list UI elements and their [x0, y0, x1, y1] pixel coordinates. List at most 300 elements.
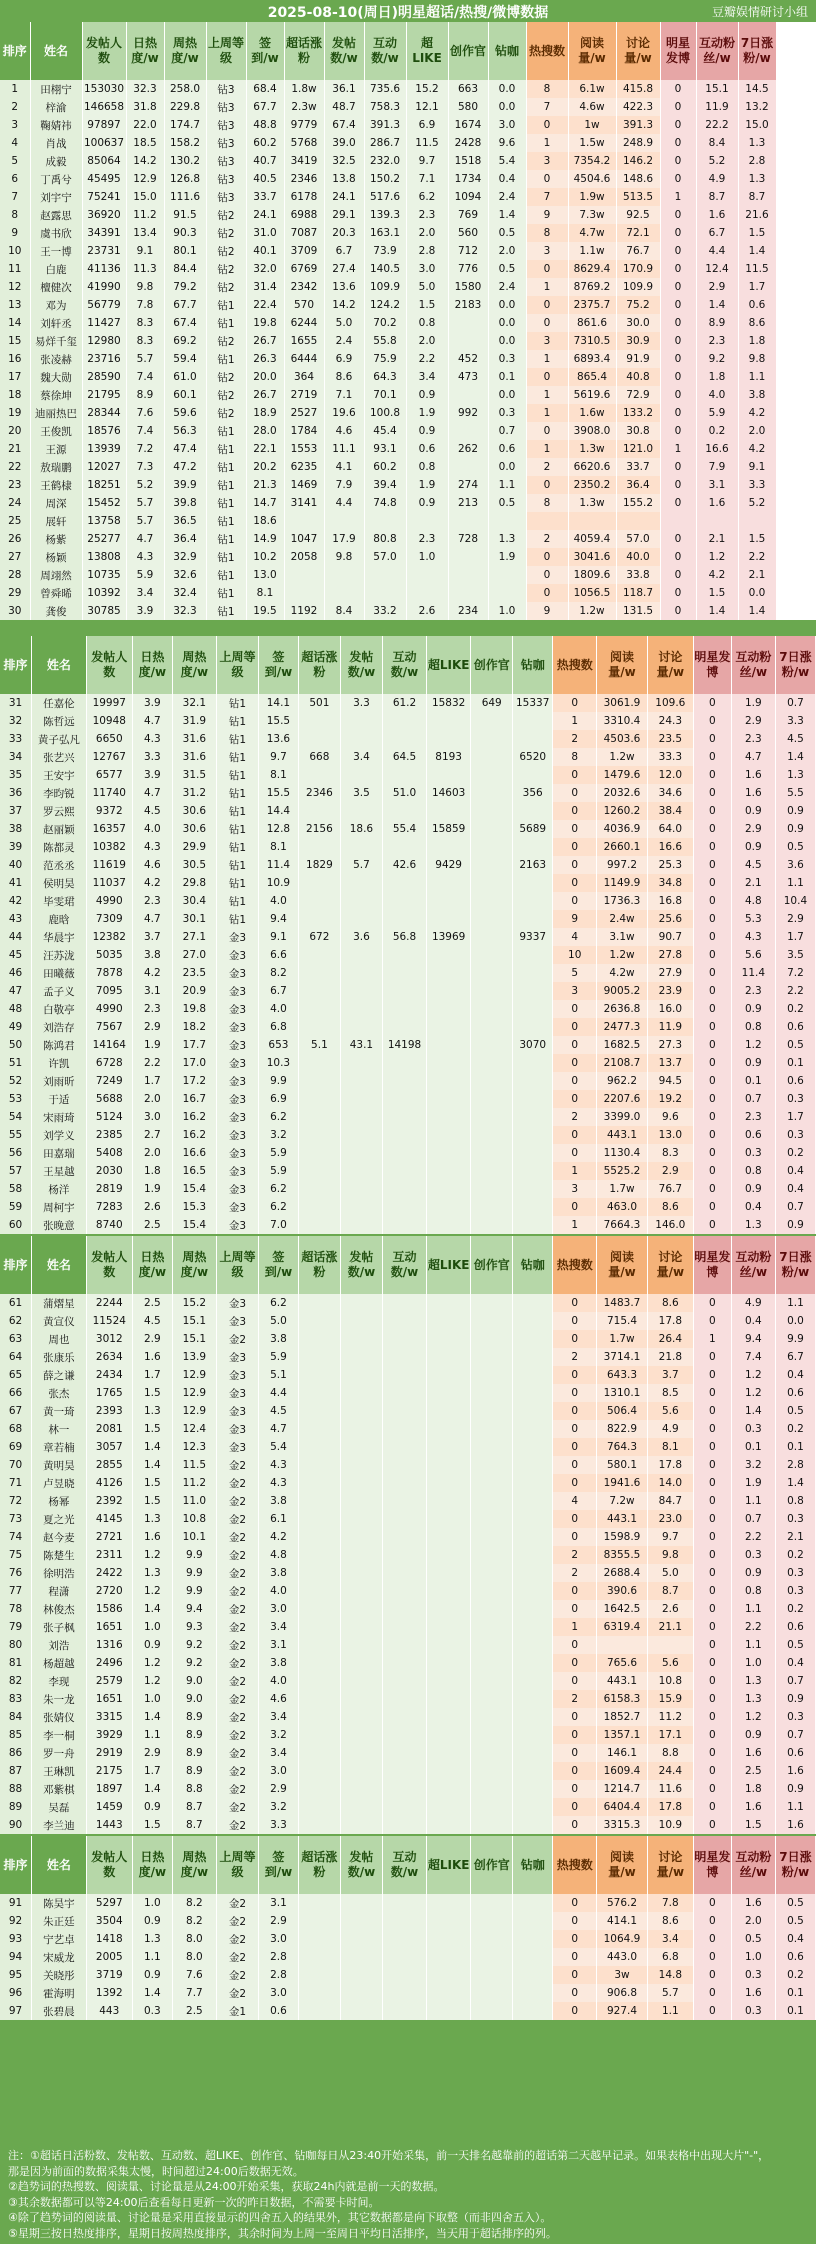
- star-name: 黄宣仪: [32, 1312, 87, 1330]
- table-cell: [471, 1126, 513, 1144]
- table-cell: 262: [448, 440, 488, 458]
- table-cell: 1765: [86, 1384, 132, 1402]
- table-cell: 21.6: [738, 206, 776, 224]
- table-cell: [406, 566, 448, 584]
- table-cell: 金3: [216, 982, 258, 1000]
- table-cell: 47.2: [164, 458, 206, 476]
- table-cell: 16.6: [696, 440, 738, 458]
- table-cell: [340, 1474, 382, 1492]
- table-cell: 1316: [86, 1636, 132, 1654]
- table-cell: 31.8: [126, 98, 164, 116]
- table-cell: 37: [0, 802, 32, 820]
- column-header: 签到/w: [258, 1836, 298, 1894]
- table-cell: 2: [526, 458, 568, 476]
- table-cell: 5.9: [258, 1144, 298, 1162]
- table-cell: 5.7: [126, 350, 164, 368]
- table-cell: [471, 784, 513, 802]
- table-cell: 13.4: [126, 224, 164, 242]
- table-cell: 0.3: [775, 1708, 815, 1726]
- table-cell: 金3: [216, 1018, 258, 1036]
- table-cell: [298, 1690, 340, 1708]
- table-cell: [427, 1330, 471, 1348]
- star-name: 易烊千玺: [30, 332, 82, 350]
- table-cell: 30.6: [172, 820, 216, 838]
- table-cell: 0: [660, 278, 696, 296]
- table-cell: [471, 1966, 513, 1984]
- table-cell: 24.4: [647, 1762, 693, 1780]
- table-cell: 0: [693, 694, 731, 712]
- table-cell: 0: [660, 206, 696, 224]
- table-cell: 1.5: [132, 1420, 172, 1438]
- table-cell: [448, 584, 488, 602]
- table-cell: [298, 802, 340, 820]
- table-cell: [776, 512, 816, 530]
- table-cell: [298, 1510, 340, 1528]
- table-cell: 1.2w: [568, 602, 616, 620]
- table-cell: 33.7: [246, 188, 284, 206]
- table-cell: 钻3: [206, 170, 246, 188]
- table-cell: [513, 1330, 553, 1348]
- table-cell: 1: [526, 134, 568, 152]
- table-cell: 4.0: [696, 386, 738, 404]
- table-cell: 153030: [82, 80, 126, 98]
- table-cell: 8.2: [172, 1912, 216, 1930]
- table-cell: 0: [693, 1018, 731, 1036]
- table-cell: [298, 1162, 340, 1180]
- column-header: 姓名: [32, 1236, 87, 1294]
- table-cell: [471, 748, 513, 766]
- table-cell: 2.6: [647, 1600, 693, 1618]
- table-cell: 1: [553, 1618, 597, 1636]
- table-cell: [382, 1762, 426, 1780]
- table-cell: [340, 1762, 382, 1780]
- table-cell: 0.9: [775, 1780, 815, 1798]
- table-cell: 3: [526, 332, 568, 350]
- table-cell: 3.0: [488, 116, 526, 134]
- table-cell: 23.0: [647, 1510, 693, 1528]
- table-cell: [513, 838, 553, 856]
- column-header: 发帖人数: [86, 1836, 132, 1894]
- table-cell: 1734: [448, 170, 488, 188]
- table-cell: 0.8: [406, 458, 448, 476]
- table-cell: 443: [86, 2002, 132, 2020]
- table-cell: 13.7: [647, 1054, 693, 1072]
- table-cell: 3.1: [696, 476, 738, 494]
- table-cell: 14164: [86, 1036, 132, 1054]
- table-cell: 30.1: [172, 910, 216, 928]
- table-cell: [427, 1438, 471, 1456]
- table-cell: [340, 1798, 382, 1816]
- table-cell: [298, 1090, 340, 1108]
- table-cell: 1.6: [696, 494, 738, 512]
- table-cell: [427, 1312, 471, 1330]
- table-cell: 2.0: [132, 1144, 172, 1162]
- table-cell: 1.9: [731, 1474, 775, 1492]
- table-cell: 62: [0, 1312, 32, 1330]
- table-cell: 12.9: [172, 1366, 216, 1384]
- table-cell: 20.2: [246, 458, 284, 476]
- table-cell: 0.8: [775, 1492, 815, 1510]
- table-cell: [513, 1000, 553, 1018]
- table-cell: 0: [553, 1420, 597, 1438]
- table-cell: 7.6: [126, 404, 164, 422]
- table-cell: 1.0: [132, 1618, 172, 1636]
- table-cell: 55.8: [364, 332, 406, 350]
- table-cell: 1: [526, 440, 568, 458]
- table-cell: 30: [0, 602, 30, 620]
- table-cell: 0.3: [775, 1510, 815, 1528]
- table-cell: 9.1: [738, 458, 776, 476]
- star-name: 赵丽颖: [32, 820, 87, 838]
- table-cell: 74: [0, 1528, 32, 1546]
- column-header: 发帖人数: [82, 22, 126, 80]
- table-cell: [298, 1348, 340, 1366]
- table-cell: 1736.3: [597, 892, 647, 910]
- table-cell: 1.2: [696, 548, 738, 566]
- table-cell: 0: [693, 910, 731, 928]
- footnote: ④除了趋势词的阅读量、讨论量是采用直接显示的四舍五入的结果外，其它数据都是向下取整（而非四舍五入）。: [8, 2211, 552, 2224]
- table-cell: 17.7: [172, 1036, 216, 1054]
- table-cell: 83: [0, 1690, 32, 1708]
- table-cell: [382, 1438, 426, 1456]
- table-cell: 金3: [216, 1144, 258, 1162]
- column-header: 明星发博: [660, 22, 696, 80]
- table-cell: 38.4: [647, 802, 693, 820]
- table-cell: [427, 1654, 471, 1672]
- table-cell: 94.5: [647, 1072, 693, 1090]
- table-cell: 1.4: [132, 1600, 172, 1618]
- table-cell: 7249: [86, 1072, 132, 1090]
- table-cell: 1.3w: [568, 494, 616, 512]
- table-cell: 9.9: [775, 1330, 815, 1348]
- table-row: [0, 368, 816, 386]
- table-cell: 5.7: [126, 494, 164, 512]
- table-cell: 0: [693, 2002, 731, 2020]
- table-cell: 0: [526, 116, 568, 134]
- table-cell: 16.5: [172, 1162, 216, 1180]
- table-cell: 0: [526, 368, 568, 386]
- table-cell: 11037: [86, 874, 132, 892]
- table-cell: [340, 1930, 382, 1948]
- table-cell: [298, 910, 340, 928]
- table-row: [0, 332, 816, 350]
- table-cell: 0.2: [775, 1420, 815, 1438]
- table-cell: 865.4: [568, 368, 616, 386]
- table-cell: [382, 1600, 426, 1618]
- table-cell: 0: [526, 548, 568, 566]
- page-title: 2025-08-10(周日)明星超话/热搜/微博数据: [267, 5, 549, 21]
- table-cell: 7.2w: [597, 1492, 647, 1510]
- table-row: [0, 1384, 816, 1402]
- table-cell: 0: [693, 712, 731, 730]
- table-cell: [488, 512, 526, 530]
- table-cell: 8.9: [126, 386, 164, 404]
- table-cell: [427, 1054, 471, 1072]
- star-name: 曾舜晞: [30, 584, 82, 602]
- table-cell: 1.5: [132, 1384, 172, 1402]
- table-cell: 3w: [597, 1966, 647, 1984]
- table-cell: 8740: [86, 1216, 132, 1234]
- table-cell: 钻1: [206, 458, 246, 476]
- table-cell: 31.6: [172, 730, 216, 748]
- table-cell: 0: [693, 1000, 731, 1018]
- table-cell: 92.5: [616, 206, 660, 224]
- table-cell: 1.4: [696, 296, 738, 314]
- table-cell: 金2: [216, 1912, 258, 1930]
- table-cell: 2: [526, 530, 568, 548]
- table-cell: [382, 1966, 426, 1984]
- table-cell: [364, 512, 406, 530]
- table-cell: 174.7: [164, 116, 206, 134]
- table-cell: 0.2: [775, 1966, 815, 1984]
- table-cell: 1.7: [132, 1762, 172, 1780]
- table-cell: 6520: [513, 748, 553, 766]
- table-cell: 2.6: [132, 1198, 172, 1216]
- table-cell: 0: [693, 1384, 731, 1402]
- star-name: 李现: [32, 1672, 87, 1690]
- table-cell: 0.0: [488, 386, 526, 404]
- column-header: 姓名: [30, 22, 82, 80]
- table-cell: 97897: [82, 116, 126, 134]
- star-name: 魏大勋: [30, 368, 82, 386]
- table-cell: 48.7: [324, 98, 364, 116]
- table-cell: [427, 982, 471, 1000]
- table-cell: 4.3: [126, 548, 164, 566]
- table-cell: 4126: [86, 1474, 132, 1492]
- column-header: 超话涨粉: [298, 636, 340, 694]
- table-cell: 1.5: [696, 584, 738, 602]
- table-cell: 31.2: [172, 784, 216, 802]
- table-cell: [471, 964, 513, 982]
- table-cell: 15452: [82, 494, 126, 512]
- table-cell: 65: [0, 1366, 32, 1384]
- table-cell: [513, 1600, 553, 1618]
- table-cell: 0: [553, 838, 597, 856]
- table-cell: 2.9: [731, 820, 775, 838]
- table-row: [0, 1798, 816, 1816]
- table-cell: 0.2: [775, 1600, 815, 1618]
- table-cell: 4.0: [258, 892, 298, 910]
- table-cell: 0.2: [775, 1546, 815, 1564]
- table-cell: 3.9: [126, 602, 164, 620]
- table-cell: 14198: [382, 1036, 426, 1054]
- table-cell: 0.9: [731, 802, 775, 820]
- column-header: 创作官: [448, 22, 488, 80]
- table-cell: [513, 730, 553, 748]
- table-cell: 0: [693, 1294, 731, 1312]
- table-cell: 0: [553, 1474, 597, 1492]
- table-cell: [382, 964, 426, 982]
- table-row: [0, 874, 816, 892]
- table-cell: 51: [0, 1054, 32, 1072]
- table-row: [0, 1438, 816, 1456]
- table-cell: 12.9: [126, 170, 164, 188]
- table-cell: 8769.2: [568, 278, 616, 296]
- table-cell: 0: [693, 1438, 731, 1456]
- table-cell: [448, 386, 488, 404]
- table-cell: 1443: [86, 1816, 132, 1834]
- star-name: 徐明浩: [32, 1564, 87, 1582]
- table-cell: [513, 1726, 553, 1744]
- table-row: [0, 1672, 816, 1690]
- table-cell: 31.0: [246, 224, 284, 242]
- table-cell: 0: [693, 1546, 731, 1564]
- table-cell: 27.3: [647, 1036, 693, 1054]
- star-name: 杨洋: [32, 1180, 87, 1198]
- table-cell: [427, 1000, 471, 1018]
- table-cell: 1.7: [775, 928, 815, 946]
- table-cell: 3: [526, 152, 568, 170]
- table-cell: [427, 1402, 471, 1420]
- table-cell: 0.3: [488, 404, 526, 422]
- table-cell: 155.2: [616, 494, 660, 512]
- table-cell: [513, 1672, 553, 1690]
- table-cell: [382, 1528, 426, 1546]
- table-cell: [427, 1510, 471, 1528]
- table-cell: 9.3: [172, 1618, 216, 1636]
- table-cell: 22: [0, 458, 30, 476]
- table-cell: [340, 1054, 382, 1072]
- table-cell: 9: [526, 206, 568, 224]
- table-cell: 0: [660, 548, 696, 566]
- table-cell: [471, 856, 513, 874]
- table-cell: 87: [0, 1762, 32, 1780]
- table-cell: 6.9: [258, 1090, 298, 1108]
- table-cell: 1214.7: [597, 1780, 647, 1798]
- table-cell: [471, 1930, 513, 1948]
- table-row: [0, 1600, 816, 1618]
- table-cell: 0: [693, 1420, 731, 1438]
- table-cell: 4.9: [696, 170, 738, 188]
- table-row: [0, 1420, 816, 1438]
- table-cell: 576.2: [597, 1894, 647, 1912]
- table-cell: [298, 838, 340, 856]
- table-cell: 1.5: [132, 1492, 172, 1510]
- table-cell: 0: [553, 1762, 597, 1780]
- table-header-row: [0, 22, 816, 80]
- table-cell: 金1: [216, 2002, 258, 2020]
- table-cell: 3.0: [406, 260, 448, 278]
- table-cell: 金3: [216, 1384, 258, 1402]
- table-cell: [427, 1762, 471, 1780]
- column-header: 日热度/w: [126, 22, 164, 80]
- table-cell: 2: [0, 98, 30, 116]
- table-cell: [340, 1600, 382, 1618]
- table-cell: 1: [553, 1216, 597, 1234]
- table-cell: 27.1: [172, 928, 216, 946]
- table-cell: [298, 1216, 340, 1234]
- table-cell: 11.2: [172, 1474, 216, 1492]
- table-cell: 6650: [86, 730, 132, 748]
- table-cell: 58: [0, 1180, 32, 1198]
- column-header: 阅读量/w: [568, 22, 616, 80]
- table-row: [0, 928, 816, 946]
- table-cell: 91: [0, 1894, 32, 1912]
- table-cell: 6577: [86, 766, 132, 784]
- table-cell: 5.9: [258, 1162, 298, 1180]
- table-cell: 0.6: [775, 1618, 815, 1636]
- table-cell: 钻2: [206, 242, 246, 260]
- column-header: 讨论量/w: [647, 1236, 693, 1294]
- table-cell: 56.3: [164, 422, 206, 440]
- table-cell: 1.0: [731, 1948, 775, 1966]
- table-cell: 9005.2: [597, 982, 647, 1000]
- table-cell: 0: [526, 314, 568, 332]
- table-cell: 2346: [298, 784, 340, 802]
- star-name: 田嘉瑞: [32, 1144, 87, 1162]
- table-cell: 89: [0, 1798, 32, 1816]
- table-row: [0, 512, 816, 530]
- table-cell: 0.4: [775, 1366, 815, 1384]
- table-row: [0, 242, 816, 260]
- table-cell: [513, 1780, 553, 1798]
- table-cell: [488, 584, 526, 602]
- table-cell: 0: [693, 1072, 731, 1090]
- table-cell: [427, 1582, 471, 1600]
- table-cell: 1.9: [132, 1180, 172, 1198]
- table-cell: 1.6: [731, 766, 775, 784]
- table-cell: 4.4: [696, 242, 738, 260]
- table-cell: [427, 1366, 471, 1384]
- table-cell: 0.9: [132, 1966, 172, 1984]
- table-cell: [471, 1474, 513, 1492]
- table-row: [0, 748, 816, 766]
- table-cell: 2163: [513, 856, 553, 874]
- table-cell: 4504.6: [568, 170, 616, 188]
- table-row: [0, 1948, 816, 1966]
- table-cell: [340, 1090, 382, 1108]
- table-cell: 7.2: [126, 440, 164, 458]
- table-cell: [298, 766, 340, 784]
- table-cell: 12.1: [406, 98, 448, 116]
- table-cell: 1149.9: [597, 874, 647, 892]
- table-cell: [298, 1618, 340, 1636]
- table-cell: [513, 946, 553, 964]
- table-cell: 234: [448, 602, 488, 620]
- table-cell: 5689: [513, 820, 553, 838]
- table-cell: 7283: [86, 1198, 132, 1216]
- table-cell: 0.4: [731, 1312, 775, 1330]
- table-cell: 金2: [216, 1816, 258, 1834]
- table-cell: [427, 1108, 471, 1126]
- table-cell: [513, 1144, 553, 1162]
- table-cell: 金3: [216, 1126, 258, 1144]
- table-cell: 8193: [427, 748, 471, 766]
- table-cell: 钻3: [206, 116, 246, 134]
- table-cell: 9.0: [172, 1690, 216, 1708]
- table-cell: 8.6: [324, 368, 364, 386]
- table-cell: [513, 1546, 553, 1564]
- table-cell: 0: [660, 530, 696, 548]
- table-cell: 0: [693, 1984, 731, 2002]
- table-cell: 9.4: [731, 1330, 775, 1348]
- table-cell: 16: [0, 350, 30, 368]
- table-cell: 8.6: [738, 314, 776, 332]
- table-cell: [284, 512, 324, 530]
- table-cell: 84: [0, 1708, 32, 1726]
- table-cell: 4.3: [132, 730, 172, 748]
- table-cell: 0: [553, 1198, 597, 1216]
- column-header: 钻咖: [488, 22, 526, 80]
- table-cell: 0: [693, 1180, 731, 1198]
- table-cell: 4503.6: [597, 730, 647, 748]
- column-header: 发帖数/w: [324, 22, 364, 80]
- data-table-4: [0, 1836, 816, 2020]
- table-cell: 1.4: [738, 242, 776, 260]
- column-header: 超LIKE: [406, 22, 448, 80]
- table-cell: 232.0: [364, 152, 406, 170]
- table-cell: 2.2: [132, 1054, 172, 1072]
